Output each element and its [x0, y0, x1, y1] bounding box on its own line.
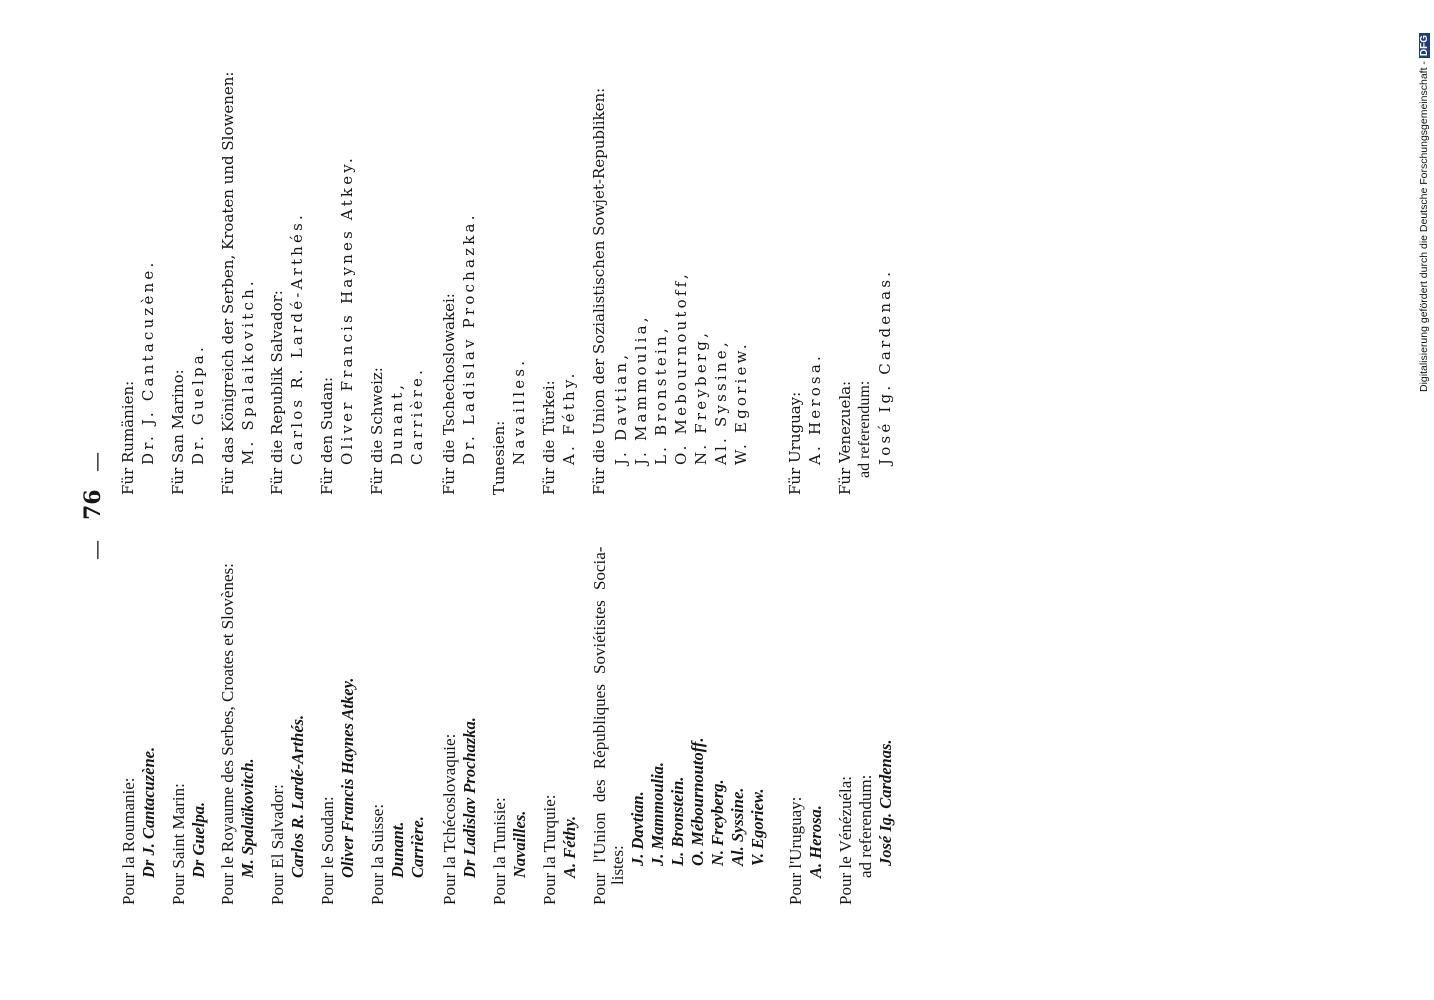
- fr-suisse-signatory-2: Carrière.: [408, 816, 427, 878]
- fr-ussr-signatory: L. Bronstein.: [668, 776, 687, 866]
- fr-tunisia-heading: Pour la Tunisie:: [490, 797, 509, 905]
- fr-sanmarino-heading: Pour Saint Marin:: [169, 783, 188, 905]
- de-venezuela-heading: Für Venezuela:: [836, 380, 854, 495]
- de-venezuela-signatory: José Ig. Cardenas.: [876, 268, 894, 465]
- de-sudan-signatory: Oliver Francis Haynes Atkey.: [338, 155, 356, 465]
- de-ussr-signatory: L. Bronstein,: [652, 325, 670, 465]
- de-turkey-heading: Für die Türkei:: [540, 380, 558, 495]
- de-uruguay-signatory: A. Herosa.: [806, 353, 824, 465]
- de-suisse-signatory-1: Dunant,: [388, 381, 406, 465]
- de-salvador-signatory: Carlos R. Lardé-Arthés.: [288, 212, 306, 465]
- fr-czech-signatory: Dr Ladislav Prochazka.: [460, 717, 479, 878]
- fr-ussr-signatory: Al. Syssine.: [728, 787, 747, 866]
- fr-salvador-heading: Pour El Salvador:: [268, 784, 287, 905]
- de-suisse-signatory-2: Carrière.: [408, 366, 426, 465]
- fr-serbia-signatory: M. Spalaïkovitch.: [238, 758, 257, 878]
- fr-turkey-heading: Pour la Turquie:: [540, 794, 559, 905]
- de-ussr-signatory: J. Mammoulia,: [632, 314, 650, 465]
- fr-suisse-heading: Pour la Suisse:: [368, 803, 387, 905]
- de-tunisia-heading: Tunesien:: [490, 420, 508, 495]
- fr-ussr-heading-line2: listes:: [608, 845, 627, 885]
- fr-ussr-signatory: V. Egoriew.: [748, 788, 767, 866]
- digitization-note-text: Digitalisierung gefördert durch die Deutsche Forschungsgemeinschaft -: [1418, 61, 1430, 392]
- de-turkey-signatory: A. Féthy.: [560, 370, 578, 465]
- de-sudan-heading: Für den Sudan:: [318, 376, 336, 495]
- de-ussr-signatory: W. Egoriew.: [732, 341, 750, 465]
- de-ussr-signatory: Al. Syssine,: [712, 339, 730, 465]
- de-serbia-signatory: M. Spalaikovitch.: [239, 278, 257, 465]
- fr-ussr-signatory: J. Mammoulia.: [648, 761, 667, 866]
- fr-uruguay-signatory: A. Herosa.: [806, 805, 825, 878]
- fr-turkey-signatory: A. Féthy.: [560, 815, 579, 878]
- de-sanmarino-signatory: Dr. Guelpa.: [189, 344, 207, 465]
- de-czech-signatory: Dr. Ladislav Prochazka.: [460, 212, 478, 465]
- fr-venezuela-heading: Pour le Vénézuéla:: [836, 775, 855, 905]
- fr-tunisia-signatory: Navailles.: [510, 810, 529, 878]
- fr-sanmarino-signatory: Dr Guelpa.: [189, 801, 208, 878]
- de-venezuela-ad-referendum: ad referendum:: [856, 380, 873, 478]
- fr-venezuela-ad-referendum: ad referendum:: [856, 774, 875, 878]
- fr-ussr-heading-line1: Pour l'Union des Républiques Soviétistes Socia-: [590, 546, 609, 905]
- de-serbia-heading: Für das Königreich der Serben, Kroaten und Slowenen:: [219, 71, 237, 495]
- de-czech-heading: Für die Tschechoslowakei:: [440, 293, 458, 495]
- fr-sudan-heading: Pour le Soudan:: [318, 796, 337, 905]
- fr-suisse-signatory-1: Dunant.: [388, 821, 407, 878]
- fr-ussr-signatory: J. Davtian.: [628, 791, 647, 866]
- fr-ussr-signatory: N. Freyberg.: [708, 779, 727, 866]
- de-romania-signatory: Dr. J. Cantacuzène.: [139, 259, 157, 465]
- de-sanmarino-heading: Für San Marino:: [169, 369, 187, 495]
- fr-sudan-signatory: Oliver Francis Haynes Atkey.: [338, 677, 357, 878]
- de-salvador-heading: Für die Republik Salvador:: [268, 290, 286, 495]
- fr-romania-signatory: Dr J. Cantacuzène.: [139, 746, 158, 878]
- fr-ussr-signatory: O. Mébournoutoff.: [688, 737, 707, 866]
- de-romania-heading: Für Rumänien:: [119, 380, 137, 495]
- de-ussr-signatory: N. Freyberg,: [692, 329, 710, 465]
- de-uruguay-heading: Für Uruguay:: [786, 391, 804, 495]
- de-ussr-signatory: O. Mebournoutoff,: [672, 271, 690, 465]
- page-number-dash-left: —: [84, 540, 108, 560]
- de-ussr-signatory: J. Davtian,: [612, 351, 630, 465]
- fr-venezuela-signatory: José Ig. Cardenas.: [876, 739, 895, 866]
- fr-serbia-heading: Pour le Royaume des Serbes, Croates et Slovènes:: [218, 563, 237, 905]
- page-number-dash-right: —: [84, 452, 108, 472]
- fr-salvador-signatory: Carlos R. Lardé-Arthés.: [288, 714, 307, 878]
- digitization-note: [1418, 33, 1430, 392]
- de-tunisia-signatory: Navailles.: [510, 357, 528, 465]
- fr-romania-heading: Pour la Roumanie:: [119, 777, 138, 905]
- page-number: 76: [80, 489, 106, 520]
- de-ussr-heading: Für die Union der Sozialistischen Sowjet-Republiken:: [590, 87, 608, 495]
- dfg-logo: DFG: [1419, 34, 1430, 57]
- de-suisse-heading: Für die Schweiz:: [368, 367, 386, 495]
- fr-czech-heading: Pour la Tchécoslovaquie:: [440, 733, 459, 905]
- fr-uruguay-heading: Pour l'Uruguay:: [786, 796, 805, 905]
